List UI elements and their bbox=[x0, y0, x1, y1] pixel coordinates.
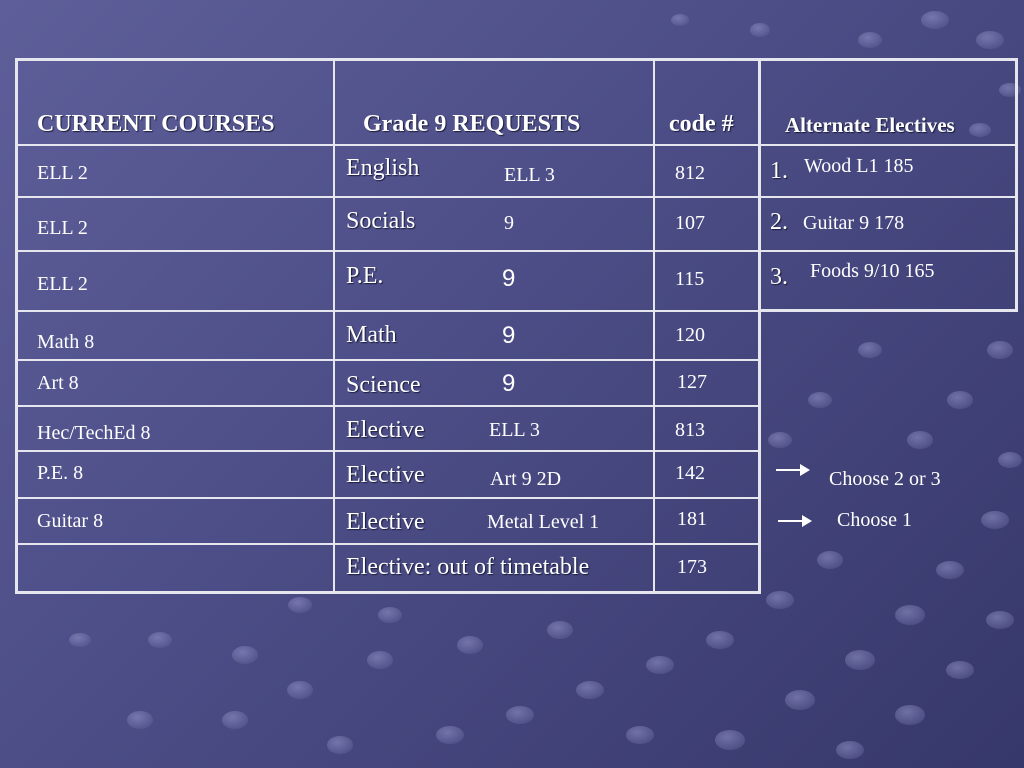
alternate-number: 1. bbox=[770, 158, 788, 184]
subject-cell: English bbox=[346, 155, 420, 181]
column-divider bbox=[333, 58, 335, 594]
row-divider bbox=[15, 543, 761, 545]
row-divider bbox=[15, 144, 1018, 146]
alternate-number: 3. bbox=[770, 264, 788, 290]
request-cell: ELL 3 bbox=[489, 419, 540, 441]
current-course-cell: Guitar 8 bbox=[37, 510, 104, 532]
note-choose-1: Choose 1 bbox=[837, 509, 912, 531]
row-divider bbox=[15, 497, 761, 499]
current-course-cell: P.E. 8 bbox=[37, 462, 84, 484]
code-cell: 107 bbox=[675, 212, 705, 234]
alternate-number: 2. bbox=[770, 209, 788, 235]
header-code: code # bbox=[669, 111, 734, 137]
code-cell: 142 bbox=[675, 462, 705, 484]
code-cell: 813 bbox=[675, 419, 705, 441]
current-course-cell: ELL 2 bbox=[37, 217, 88, 239]
code-cell: 181 bbox=[677, 508, 707, 530]
table-border-right bbox=[1015, 58, 1018, 312]
request-cell: 9 bbox=[504, 212, 514, 234]
subject-cell: Elective bbox=[346, 509, 425, 535]
subject-cell: Elective bbox=[346, 417, 425, 443]
header-current-courses: CURRENT COURSES bbox=[37, 111, 275, 137]
alternate-elective: Wood L1 185 bbox=[804, 155, 914, 177]
current-course-cell: Hec/TechEd 8 bbox=[37, 422, 151, 444]
code-cell: 120 bbox=[675, 324, 705, 346]
column-divider bbox=[758, 58, 761, 594]
header-grade9-requests: Grade 9 REQUESTS bbox=[363, 111, 581, 137]
subject-cell: Socials bbox=[346, 208, 416, 234]
row-divider bbox=[15, 196, 1018, 198]
current-course-cell: Math 8 bbox=[37, 331, 95, 353]
request-cell: Metal Level 1 bbox=[487, 511, 600, 533]
subject-cell: P.E. bbox=[346, 263, 384, 289]
request-cell: ELL 3 bbox=[504, 164, 555, 186]
row-divider bbox=[15, 250, 1018, 252]
note-choose-2-or-3: Choose 2 or 3 bbox=[829, 468, 941, 490]
alternate-elective: Foods 9/10 165 bbox=[810, 260, 935, 282]
table-border-left bbox=[15, 58, 18, 594]
code-cell: 127 bbox=[677, 371, 707, 393]
right-arrow-icon bbox=[778, 520, 810, 522]
right-arrow-icon bbox=[776, 469, 808, 471]
row-divider bbox=[15, 359, 761, 361]
subject-cell: Math bbox=[346, 322, 397, 348]
current-course-cell: ELL 2 bbox=[37, 162, 88, 184]
request-cell: Art 9 2D bbox=[490, 468, 562, 490]
alternate-elective: Guitar 9 178 bbox=[803, 212, 905, 234]
code-cell: 173 bbox=[677, 556, 707, 578]
code-cell: 115 bbox=[675, 268, 705, 290]
subject-cell: Elective: out of timetable bbox=[346, 554, 590, 580]
row-divider bbox=[15, 310, 761, 312]
code-cell: 812 bbox=[675, 162, 705, 184]
subject-cell: Science bbox=[346, 372, 421, 398]
alternates-border-bottom bbox=[758, 309, 1018, 312]
current-course-cell: Art 8 bbox=[37, 372, 79, 394]
request-cell: 9 bbox=[502, 322, 516, 349]
subject-cell: Elective bbox=[346, 462, 425, 488]
row-divider bbox=[15, 405, 761, 407]
column-divider bbox=[653, 58, 655, 594]
table-border-bottom bbox=[15, 591, 761, 594]
current-course-cell: ELL 2 bbox=[37, 273, 88, 295]
request-cell: 9 bbox=[502, 265, 516, 292]
table-border-top bbox=[15, 58, 1018, 61]
request-cell: 9 bbox=[502, 370, 516, 397]
row-divider bbox=[15, 450, 761, 452]
header-alternate-electives: Alternate Electives bbox=[785, 113, 955, 137]
